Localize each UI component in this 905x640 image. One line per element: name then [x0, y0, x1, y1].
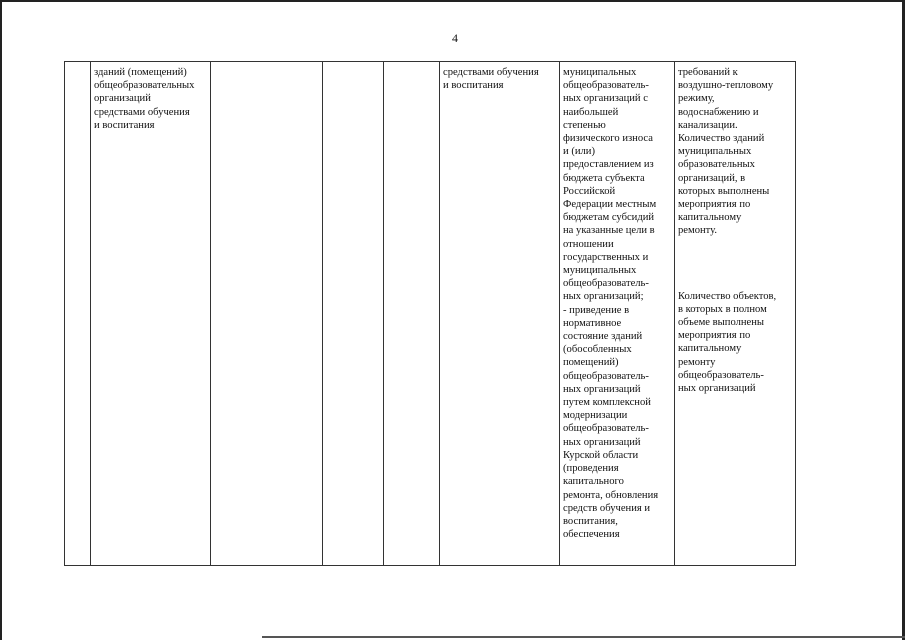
cell-empty-4 — [323, 62, 384, 566]
indicator-spacer — [678, 251, 792, 264]
page-border-top — [0, 0, 905, 2]
cell-event-name: зданий (помещений) общеобразовательных организаций средствами обучения и воспитания — [91, 62, 211, 566]
cell-number — [65, 62, 91, 566]
cell-description: муниципальных общеобразователь- ных организаций с наибольшей степенью физического износа и (или) предоставлением из бюджета субъекта Российской Федерации местным бюджетам субсидий на указанные цели в отношении государственных и муниципальных общеобразователь- ных организаций; - приведение в нормативное состояние зданий (обособленных помещений) общеобразователь- ных организаций путем комплексной модернизации общеобразователь- ных организаций Курской области (проведения капитального ремонта, обновления средств обучения и воспитания, обеспечения — [560, 62, 675, 566]
indicator-spacer — [678, 277, 792, 290]
cell-indicators — [675, 62, 796, 566]
page-border-left — [0, 0, 2, 640]
indicator-text-2: Количество объектов, в которых в полном объеме выполнены мероприятия по капитальному ремонту общеобразователь- ных организаций — [678, 290, 777, 395]
page-number: 4 — [452, 31, 458, 45]
indicator-text-1: требований к воздушно-тепловому режиму, водоснабжению и канализации. Количество зданий муниципальных образовательных организаций, в которых выполнены мероприятия по капитальному ремонту. — [678, 67, 774, 237]
cell-empty-5 — [384, 62, 440, 566]
program-table — [64, 61, 796, 566]
table-row — [65, 62, 796, 566]
indicator-spacer — [678, 264, 792, 277]
page-border-bottom — [262, 636, 905, 638]
cell-direction: средствами обучения и воспитания — [440, 62, 560, 566]
cell-empty-3 — [211, 62, 323, 566]
indicator-spacer — [678, 238, 792, 251]
